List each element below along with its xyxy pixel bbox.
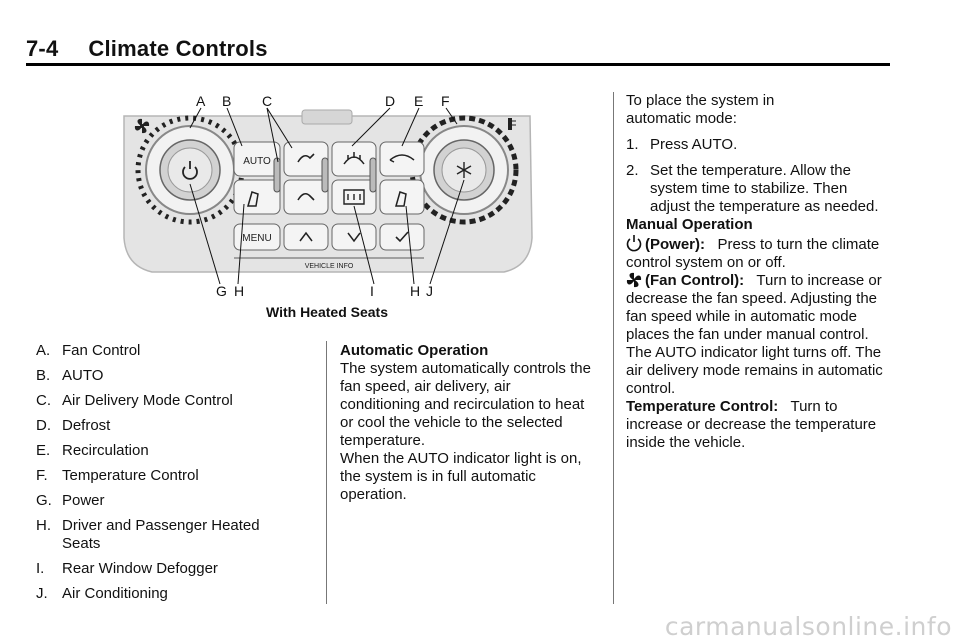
- legend-list: [36, 342, 316, 610]
- header-rule: [26, 63, 890, 66]
- menu-button-label: MENU: [242, 233, 272, 244]
- automatic-para-1: The system automatically controls the fan speed, air delivery, air conditioning and recirculation to heat or cool the vehicle to the selected temperature.: [340, 360, 591, 449]
- right-column: [626, 92, 888, 452]
- select-button[interactable]: [380, 224, 424, 250]
- mode-up-button[interactable]: [284, 142, 328, 176]
- callout-d: D: [385, 93, 396, 109]
- automatic-operation-heading: Automatic Operation: [340, 342, 489, 359]
- step-item: 2. Set the temperature. Allow the system time to stabilize. Then adjust the temperature as needed.: [626, 162, 879, 215]
- list-item: A. Fan Control: [36, 342, 141, 359]
- panel-top-tab: [302, 110, 352, 124]
- list-item: D. Defrost: [36, 417, 111, 434]
- callout-g: G: [216, 283, 227, 299]
- passenger-seat-heat-button[interactable]: [380, 180, 424, 214]
- manual-operation-heading: Manual Operation: [626, 216, 753, 233]
- vehicle-info-label: VEHICLE INFO: [304, 263, 354, 270]
- column-divider-2: [613, 92, 614, 604]
- recirculation-button[interactable]: [380, 142, 424, 176]
- mode-down-button[interactable]: [284, 180, 328, 214]
- list-item: E. Recirculation: [36, 442, 149, 459]
- callout-h-right: H: [410, 283, 421, 299]
- climate-panel-figure: [52, 88, 612, 300]
- list-item: J. Air Conditioning: [36, 585, 168, 602]
- callout-b: B: [222, 93, 232, 109]
- down-arrow-button[interactable]: [332, 224, 376, 250]
- callout-j: J: [426, 283, 433, 299]
- slider-3: [370, 158, 376, 192]
- temperature-paragraph: Temperature Control: Turn to increase or decrease the temperature inside the vehicle.: [626, 398, 877, 451]
- callout-e: E: [414, 93, 424, 109]
- list-item: I. Rear Window Defogger: [36, 560, 218, 577]
- column-divider-1: [326, 341, 327, 604]
- page-header: [26, 36, 268, 62]
- callout-c: C: [262, 93, 273, 109]
- callout-f: F: [441, 93, 450, 109]
- callout-h-left: H: [234, 283, 245, 299]
- temperature-knob[interactable]: [412, 118, 516, 222]
- slider-1: [274, 158, 280, 192]
- power-paragraph: (Power): Press to turn the climate control system on or off.: [626, 236, 880, 271]
- step-item: 1. Press AUTO.: [626, 136, 738, 153]
- page-number: 7-4: [26, 36, 59, 61]
- power-icon: [626, 234, 642, 252]
- middle-column: [340, 342, 592, 504]
- callout-i: I: [370, 283, 374, 299]
- automatic-para-2: When the AUTO indicator light is on, the system is in full automatic operation.: [340, 450, 582, 503]
- defrost-button[interactable]: [332, 142, 376, 176]
- slider-2: [322, 158, 328, 192]
- fan-paragraph: (Fan Control): Turn to increase or decrease the fan speed. Adjusting the fan speed while in automatic mode places the fan under manual control. The AUTO indicator light turns off. The air delivery mode remains in automatic control.: [626, 272, 883, 397]
- list-item: F. Temperature Control: [36, 467, 199, 484]
- list-item: G. Power: [36, 492, 105, 509]
- page-title: Climate Controls: [88, 36, 268, 61]
- list-item: C. Air Delivery Mode Control: [36, 392, 233, 409]
- auto-mode-intro: To place the system in automatic mode:: [626, 92, 775, 127]
- watermark: carmanualsonline.info: [664, 612, 952, 641]
- list-item: H. Driver and Passenger Heated Seats: [36, 517, 260, 552]
- callout-a: A: [196, 93, 206, 109]
- up-arrow-button[interactable]: [284, 224, 328, 250]
- auto-button-label: AUTO: [243, 156, 271, 167]
- list-item: B. AUTO: [36, 367, 104, 384]
- fan-icon: [626, 272, 642, 288]
- figure-caption: With Heated Seats: [265, 304, 388, 320]
